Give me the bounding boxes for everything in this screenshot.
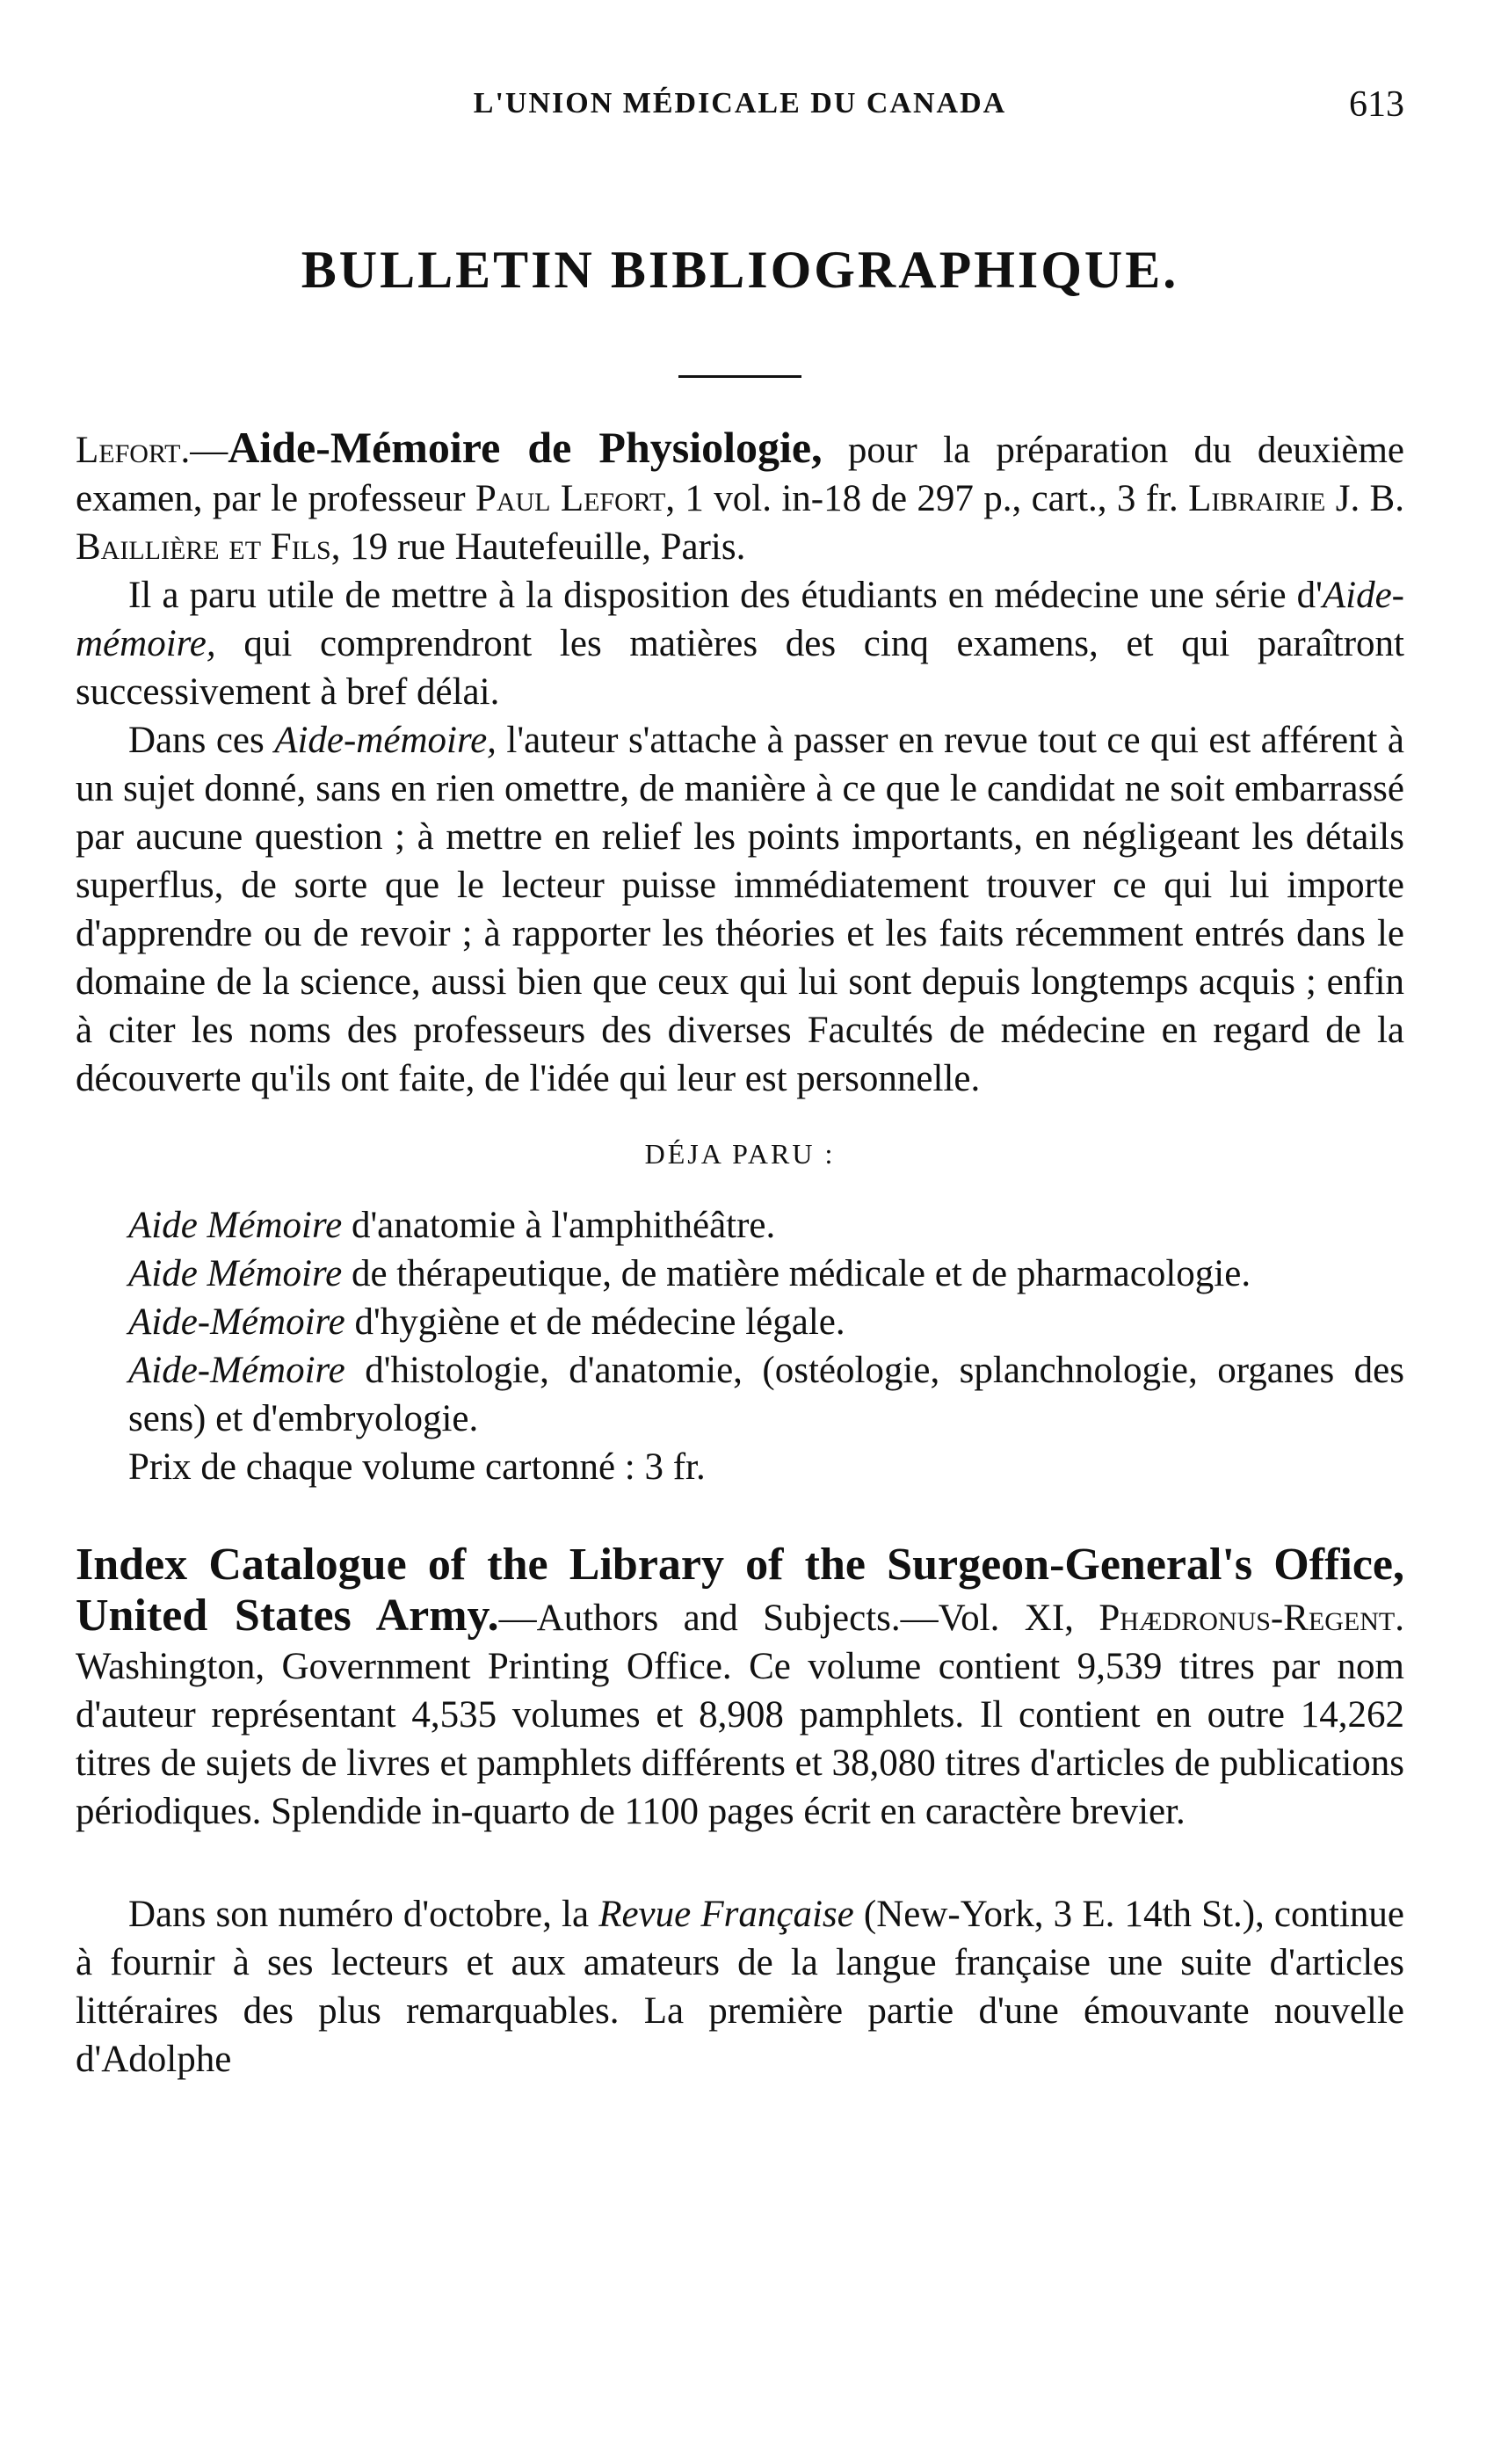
emphasis: Aide-mémoire, <box>76 575 1404 664</box>
price-line: Prix de chaque volume cartonné : 3 fr. <box>128 1446 706 1488</box>
book-title: Aide-Mémoire de Physiologie, <box>228 423 823 472</box>
professor-name: Paul Lefort <box>475 478 666 519</box>
text-run: (New-York, 3 E. 14th St.), continue à fournir à ses lecteurs et aux amateurs de la langue française une suite d'articles littéraires des plus remarquables. La première partie d'une émouvante nouvelle d'Adolphe <box>76 1894 1404 2080</box>
text-run: —Authors and Subjects.—Vol. XI, <box>498 1598 1099 1639</box>
book-desc-2: , 1 vol. in-18 de 297 p., cart., 3 fr. <box>665 478 1189 519</box>
revue-francaise-entry <box>76 1890 1404 2084</box>
emphasis: Aide-mémoire, <box>274 720 497 761</box>
lefort-entry-heading <box>76 424 1404 571</box>
divider-rule <box>678 375 801 378</box>
lefort-paragraph-1 <box>76 571 1404 716</box>
text-run: qui comprendront les matières des cinq examens, et qui paraîtront successivement à bref délai. <box>76 623 1404 713</box>
list-item-title: Aide-Mémoire <box>128 1350 345 1391</box>
deja-paru-heading: DÉJA PARU : <box>644 1138 836 1170</box>
page <box>76 83 1404 2084</box>
book-desc-1: pour la préparation du deuxième examen, par le professeur <box>76 430 1404 519</box>
running-head <box>76 83 1404 133</box>
list-item-text: d'histologie, d'anatomie, (ostéologie, splanchnologie, organes des sens) et d'embryologie. <box>128 1350 1404 1439</box>
list-item-title: Aide-Mémoire <box>128 1301 345 1343</box>
index-catalogue-title: Index Catalogue of the Library of the Surgeon-General's Office, United States Army. <box>76 1540 1404 1641</box>
list-item-text: d'anatomie à l'amphithéâtre. <box>342 1205 776 1246</box>
emphasis: Revue Française <box>598 1894 854 1935</box>
index-catalogue-entry <box>76 1540 1404 1836</box>
author-name: Lefort. <box>76 430 191 471</box>
lefort-paragraph-2 <box>76 716 1404 1103</box>
text-run: l'auteur s'attache à passer en revue tout ce qui est afférent à un sujet donné, sans en rien omettre, de manière à ce que le candidat ne soit embarrassé par aucune question ; à mettre en relief les points importants, en négligeant les détails superflus, de sorte que le lecteur puisse immédiatement trouver ce qui lui importe d'apprendre ou de revoir ; à rapporter les théories et les faits récemment entrés dans le domaine de la science, aussi bien que ceux qui lui sont depuis longtemps acquis ; enfin à citer les noms des professeurs des diverses Facultés de médecine en regard de la découverte qu'ils ont faite, de l'idée qui leur est personnelle. <box>76 720 1405 1099</box>
publisher-address: , 19 rue Hautefeuille, Paris. <box>330 526 746 568</box>
list-item-text: de thérapeutique, de matière médicale et de pharmacologie. <box>342 1253 1251 1294</box>
list-item-title: Aide Mémoire <box>128 1205 343 1246</box>
page-number: 613 <box>1349 84 1404 125</box>
list-item <box>76 1250 1404 1298</box>
list-item-title: Aide Mémoire <box>128 1253 343 1294</box>
list-item <box>76 1201 1404 1250</box>
section-title: BULLETIN BIBLIOGRAPHIQUE. <box>301 241 1179 299</box>
list-item <box>76 1298 1404 1346</box>
text-run: Il a paru utile de mettre à la disposition des étudiants en médecine une série d' <box>128 575 1323 616</box>
text-run: Dans ces <box>128 720 275 761</box>
list-item-text: d'hygiène et de médecine légale. <box>344 1301 845 1343</box>
publisher-name: Librairie J. B. Baillière et Fils <box>76 478 1404 568</box>
published-list <box>76 1201 1404 1491</box>
text-run: Dans son numéro d'octobre, la <box>128 1894 599 1935</box>
running-title: L'UNION MÉDICALE DU CANADA <box>473 87 1007 120</box>
index-catalogue-paragraph <box>76 1540 1404 1836</box>
list-item <box>76 1346 1404 1443</box>
revue-paragraph <box>76 1890 1404 2084</box>
volume-range: Phædronus-Regent. <box>1099 1598 1404 1639</box>
text-run: Washington, Government Printing Office. Ce volume contient 9,539 titres par nom d'auteur représentant 4,535 volumes et 8,908 pamphlets. Il contient en outre 14,262 titres de sujets de livres et pamphlets différents et 38,080 titres d'articles de publications périodiques. Splendide in-quarto de 1100 pages écrit en caractère brevier. <box>76 1646 1404 1832</box>
dash: — <box>190 430 228 471</box>
